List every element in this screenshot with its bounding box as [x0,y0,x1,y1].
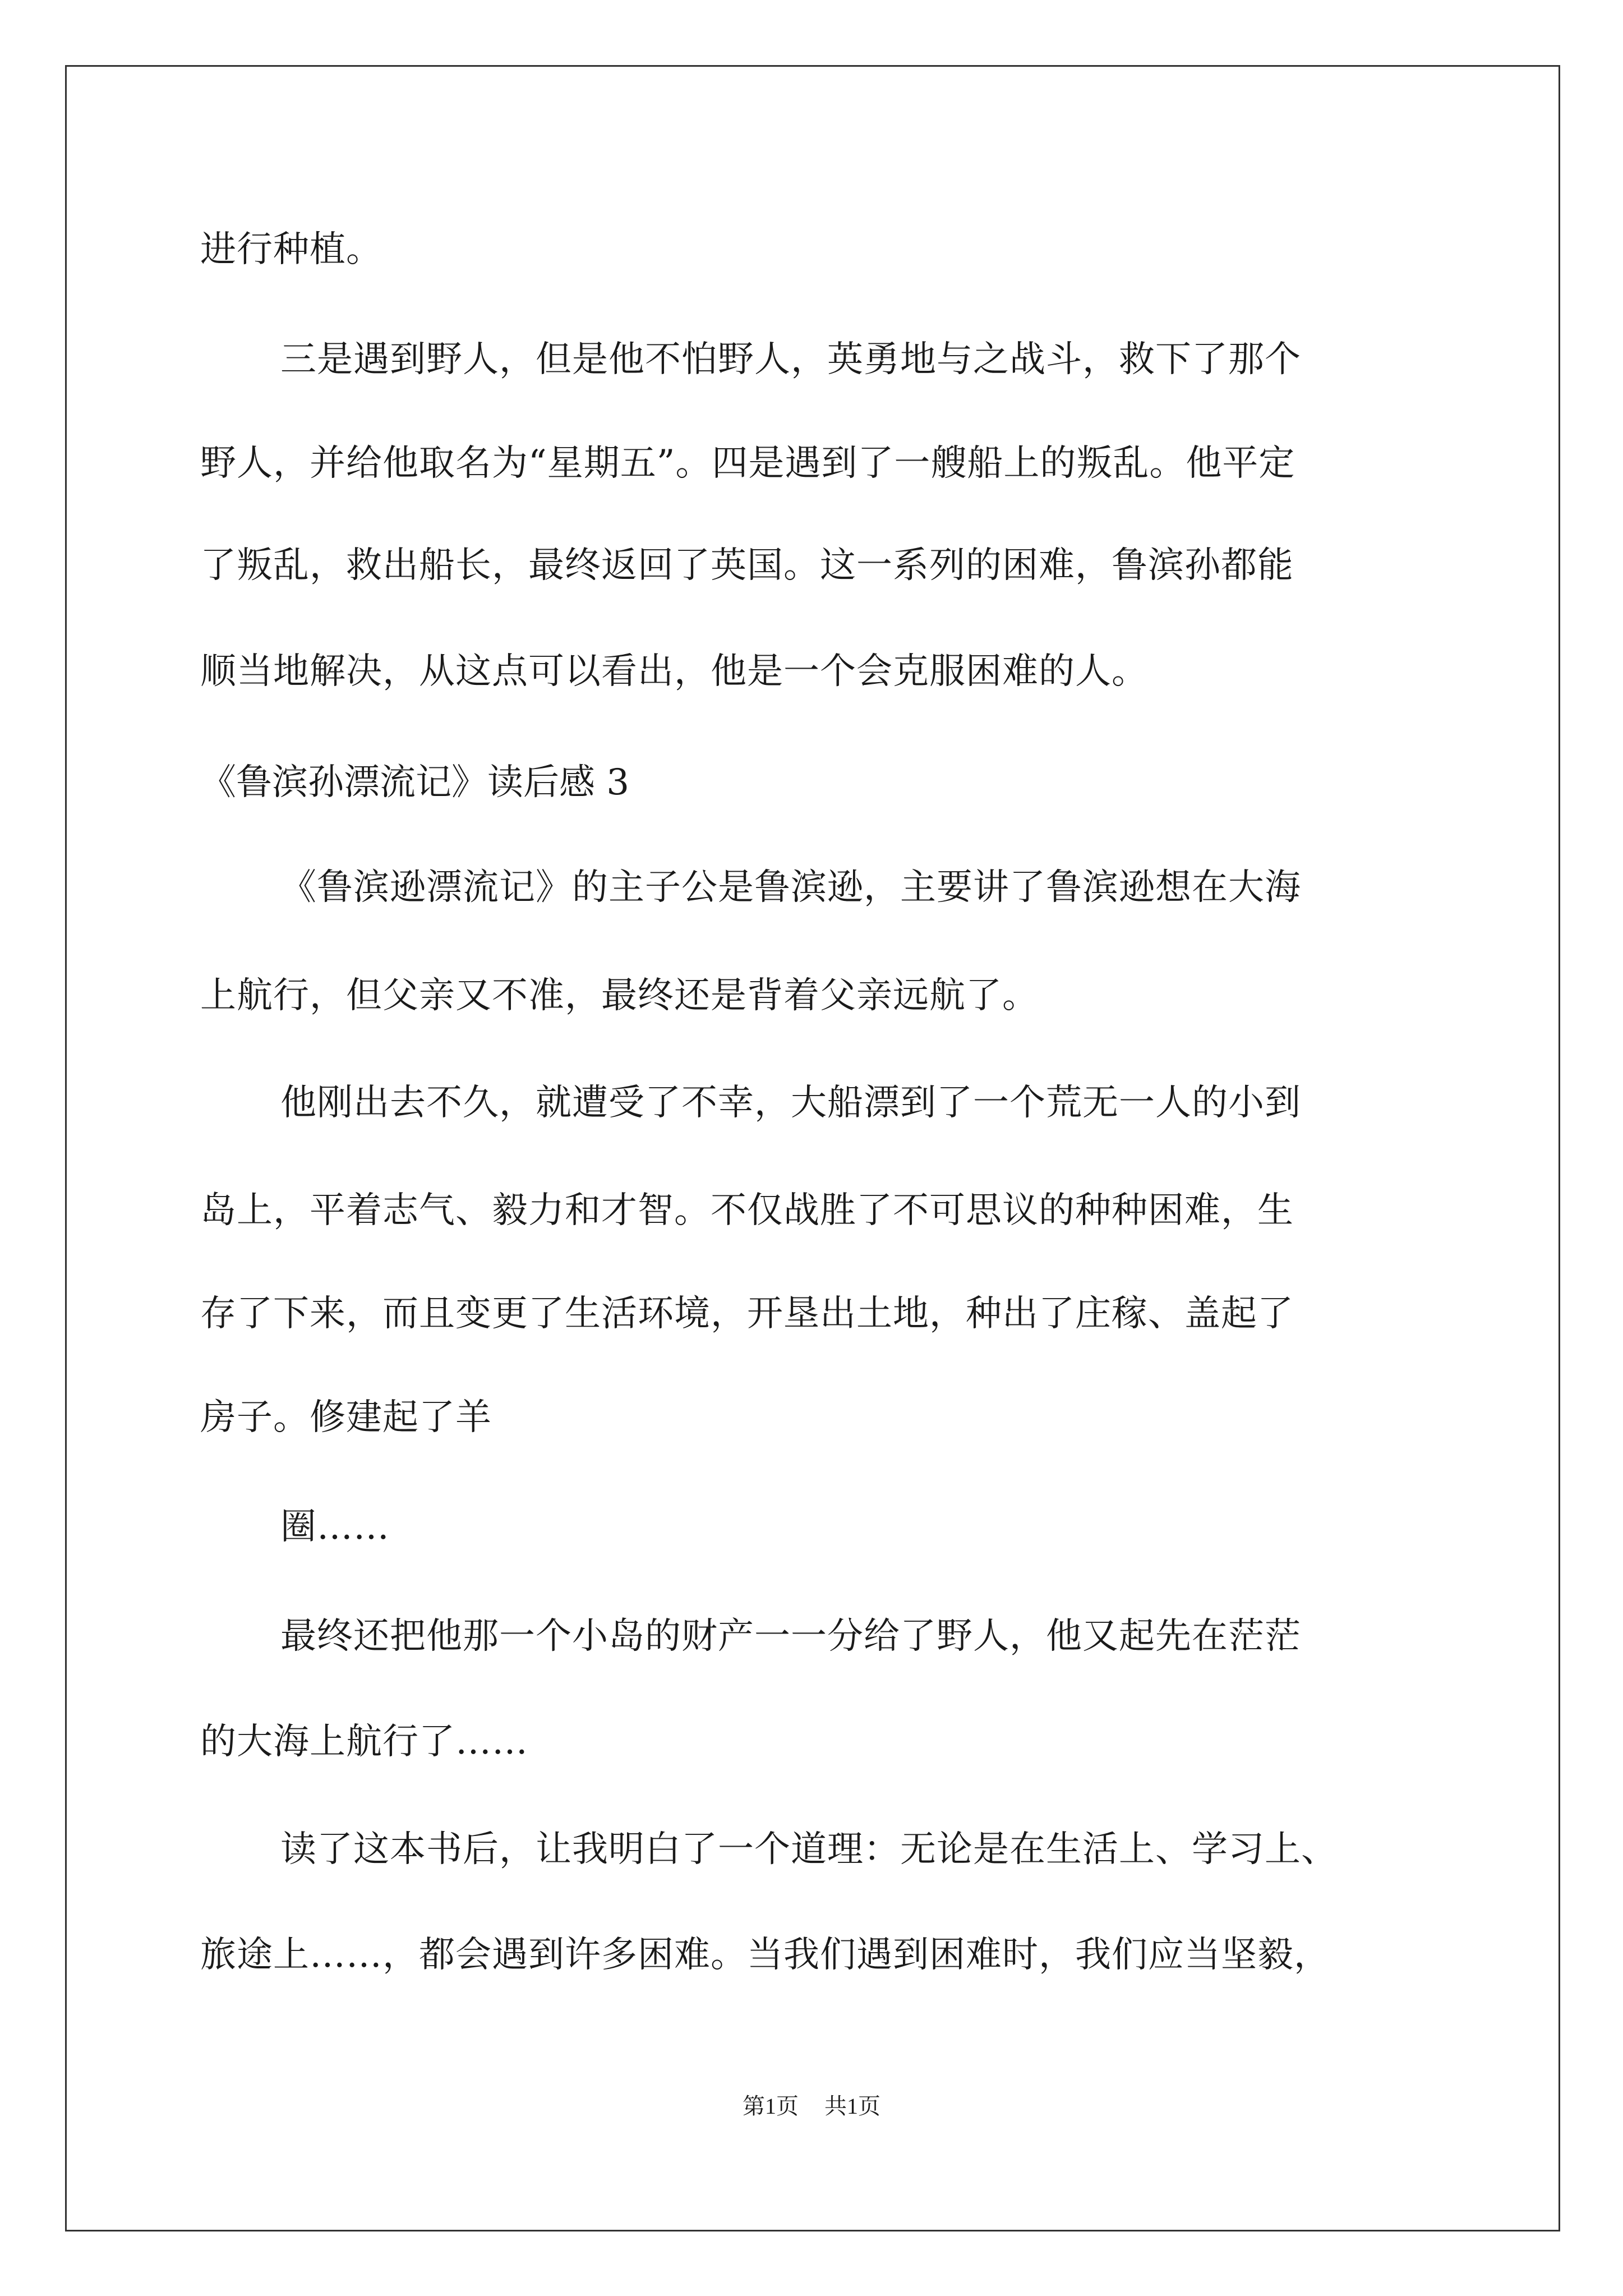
body-line: 三是遇到野人，但是他不怕野人，英勇地与之战斗，救下了那个 [280,339,1301,380]
section-heading: 《鲁滨孙漂流记》读后感 3 [200,762,630,803]
body-line: 旅途上……，都会遇到许多困难。当我们遇到困难时，我们应当坚毅， [200,1934,1330,1976]
body-line: 最终还把他那一个小岛的财产一一分给了野人，他又起先在茫茫 [280,1616,1301,1657]
body-line: 顺当地解决，从这点可以看出，他是一个会克服困难的人。 [200,651,1148,692]
body-line: 进行种植。 [200,229,382,270]
body-line: 上航行，但父亲又不准，最终还是背着父亲远航了。 [200,975,1039,1016]
body-line: 野人，并给他取名为“星期五”。四是遇到了一艘船上的叛乱。他平定 [200,443,1295,484]
page-border [65,65,1560,2231]
body-line: 《鲁滨逊漂流记》的主子公是鲁滨逊，主要讲了鲁滨逊想在大海 [280,867,1301,908]
page-total: 共1页 [824,2093,880,2119]
body-line: 存了下来，而且变更了生活环境，开垦出土地，种出了庄稼、盖起了 [200,1293,1294,1335]
page-number: 第1页 [743,2093,799,2119]
page-footer [0,2092,1623,2120]
body-line: 了叛乱，救出船长，最终返回了英国。这一系列的困难，鲁滨孙都能 [200,545,1294,586]
body-line: 圈…… [280,1506,390,1548]
body-line: 他刚出去不久，就遭受了不幸，大船漂到了一个荒无一人的小到 [280,1082,1301,1124]
body-line: 读了这本书后，让我明白了一个道理：无论是在生活上、学习上、 [280,1829,1338,1870]
body-line: 岛上，平着志气、毅力和才智。不仅战胜了不可思议的种种困难，生 [200,1190,1294,1231]
body-line: 的大海上航行了…… [200,1721,528,1763]
body-line: 房子。修建起了羊 [200,1397,492,1438]
